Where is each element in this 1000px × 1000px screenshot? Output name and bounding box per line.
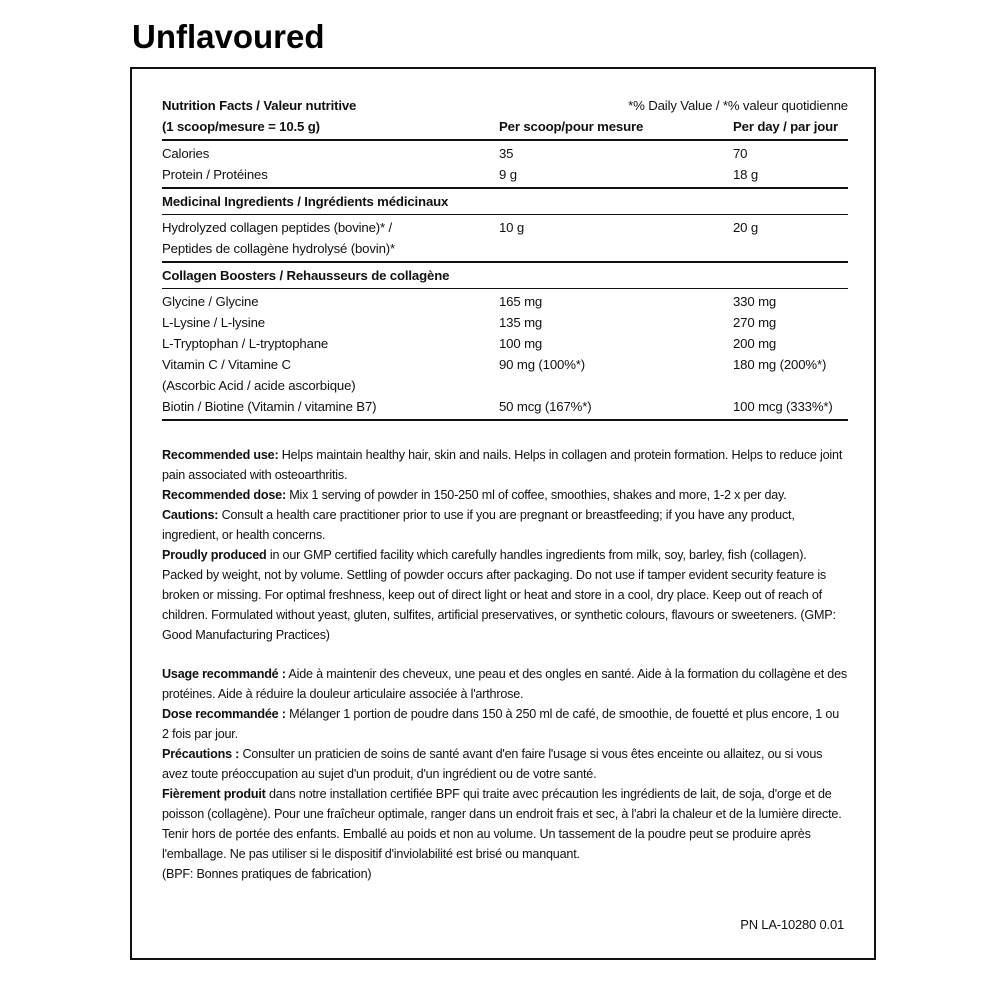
label: Dose recommandée : [162, 707, 286, 721]
fierement-produit [162, 784, 848, 864]
booster-per-day: 100 mcg (333%*) [733, 399, 833, 414]
booster-row [162, 291, 848, 312]
label: Proudly produced [162, 548, 267, 562]
serving-size: (1 scoop/mesure = 10.5 g) [162, 119, 320, 134]
divider [162, 139, 848, 141]
booster-name: L-Tryptophan / L-tryptophane [162, 336, 329, 351]
proudly-produced [162, 545, 848, 645]
booster-per-day: 180 mg (200%*) [733, 357, 827, 372]
nutrition-label-panel [130, 67, 876, 960]
french-directions [162, 664, 848, 884]
label: Précautions : [162, 747, 240, 761]
divider [162, 187, 848, 189]
booster-per-scoop [499, 375, 733, 396]
booster-name: Vitamin C / Vitamine C [162, 357, 291, 372]
label: Recommended use: [162, 448, 279, 462]
usage-recommande [162, 664, 848, 704]
divider [162, 214, 848, 215]
medicinal-row [162, 217, 848, 259]
booster-name: Biotin / Biotine (Vitamin / vitamine B7) [162, 399, 377, 414]
part-number: PN LA-10280 0.01 [740, 917, 844, 932]
booster-per-day: 200 mg [733, 336, 777, 351]
text: Mix 1 serving of powder in 150-250 ml of coffee, smoothies, shakes and more, 1-2 x per day. [285, 488, 787, 502]
booster-per-day: 270 mg [733, 315, 777, 330]
boosters-section-title: Collagen Boosters / Rehausseurs de collagène [162, 268, 450, 283]
col-header-per-scoop: Per scoop/pour mesure [499, 119, 644, 134]
facts-header [162, 95, 848, 116]
spacer [162, 645, 848, 664]
precautions [162, 744, 848, 784]
booster-per-scoop: 50 mcg (167%*) [499, 399, 592, 414]
booster-row [162, 354, 848, 375]
booster-row [162, 375, 848, 396]
daily-value-note: *% Daily Value / *% valeur quotidienne [628, 98, 848, 113]
flavour-title: Unflavoured [132, 18, 325, 55]
text: Mélanger 1 portion de poudre dans 150 à 250 ml de café, de smoothie, de fouetté et plus encore, 1 ou 2 fois par jour. [162, 707, 840, 741]
medicinal-name [162, 217, 499, 259]
text: Consult a health care practitioner prior to use if you are pregnant or breastfeeding; if you have any product, ingredient, or health concerns. [162, 508, 795, 542]
text: dans notre installation certifiée BPF qui traite avec précaution les ingrédients de lait, de soja, d'orge et de poisson (collagène). Pour une fraîcheur optimale, ranger dans un endroit frais et sec, à l'abri la chaleur et de la lumière directe. Tenir hors de portée des enfants. Emballé au poids et non au volume. Un tassement de la poudre peut se produire après l'emballage. Ne pas utiliser si le dispositif d'inviolabilité est brisé ou manquant. [162, 787, 842, 861]
divider [162, 288, 848, 289]
medicinal-name-line1: Hydrolyzed collagen peptides (bovine)* / [162, 220, 393, 235]
label: Cautions: [162, 508, 219, 522]
booster-row [162, 333, 848, 354]
booster-row [162, 312, 848, 333]
recommended-dose [162, 485, 848, 505]
label: Recommended dose: [162, 488, 286, 502]
medicinal-section-title: Medicinal Ingredients / Ingrédients médicinaux [162, 194, 449, 209]
bpf-note: (BPF: Bonnes pratiques de fabrication) [162, 867, 372, 881]
nutrient-per-day: 18 g [733, 167, 759, 182]
nutrient-per-scoop: 9 g [499, 167, 517, 182]
medicinal-per-day: 20 g [733, 220, 759, 235]
booster-per-scoop: 90 mg (100%*) [499, 357, 586, 372]
booster-name: L-Lysine / L-lysine [162, 315, 265, 330]
nutrition-label-content [162, 95, 848, 884]
booster-name: Glycine / Glycine [162, 294, 259, 309]
booster-per-scoop: 165 mg [499, 294, 543, 309]
text: in our GMP certified facility which carefully handles ingredients from milk, soy, barley, fish (collagen). Packed by weight, not by volume. Settling of powder occurs after packaging. Do not use if tamper evident security feature is broken or missing. For optimal freshness, keep out of direct light or heat and store in a cool, dry place. Keep out of reach of children. Formulated without yeast, gluten, sulfites, artificial preservatives, or synthetic colours, flavours or sweeteners. (GMP: Good Manufacturing Practices) [162, 548, 836, 642]
booster-per-day [733, 375, 848, 396]
label: Usage recommandé : [162, 667, 286, 681]
col-header-per-day: Per day / par jour [733, 119, 839, 134]
medicinal-per-scoop: 10 g [499, 220, 525, 235]
facts-title: Nutrition Facts / Valeur nutritive [162, 98, 357, 113]
medicinal-name-line2: Peptides de collagène hydrolysé (bovin)* [162, 241, 395, 256]
booster-row [162, 396, 848, 417]
cautions [162, 505, 848, 545]
booster-name: (Ascorbic Acid / acide ascorbique) [162, 378, 356, 393]
nutrient-per-day: 70 [733, 146, 748, 161]
serving-header-row [162, 116, 848, 137]
dose-recommandee [162, 704, 848, 744]
label: Fièrement produit [162, 787, 266, 801]
nutrient-row-calories [162, 143, 848, 164]
divider [162, 419, 848, 421]
nutrient-per-scoop: 35 [499, 146, 514, 161]
divider [162, 261, 848, 263]
booster-per-scoop: 135 mg [499, 315, 543, 330]
english-directions [162, 445, 848, 645]
booster-per-day: 330 mg [733, 294, 777, 309]
text: Helps maintain healthy hair, skin and nails. Helps in collagen and protein formation. Helps to reduce joint pain associated with osteoarthritis. [162, 448, 843, 482]
nutrient-row-protein [162, 164, 848, 185]
recommended-use [162, 445, 848, 485]
text: Consulter un praticien de soins de santé avant d'en faire l'usage si vous êtes enceinte ou allaitez, ou si vous avez toute préoccupation au sujet d'un produit, d'un ingrédient ou de votre santé. [162, 747, 823, 781]
nutrient-name: Protein / Protéines [162, 167, 268, 182]
nutrient-name: Calories [162, 146, 210, 161]
booster-per-scoop: 100 mg [499, 336, 543, 351]
text: Aide à maintenir des cheveux, une peau et des ongles en santé. Aide à la formation du collagène et des protéines. Aide à réduire la douleur articulaire associée à l'arthrose. [162, 667, 848, 701]
